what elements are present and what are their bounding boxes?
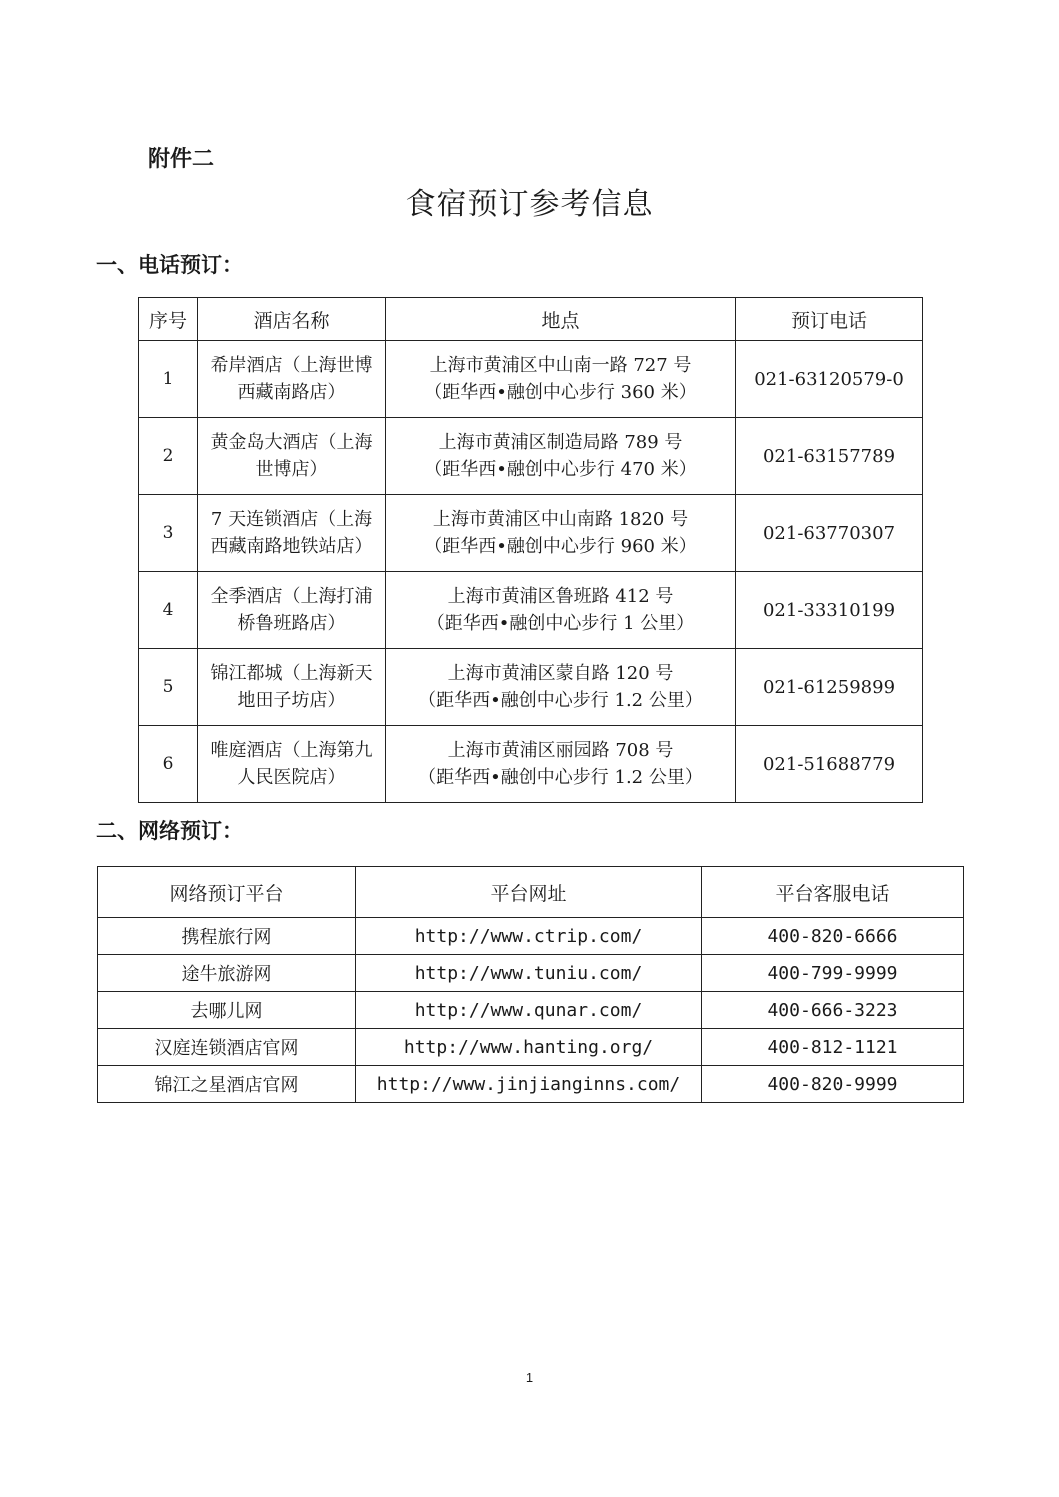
address-line1: 上海市黄浦区鲁班路 412 号 — [447, 586, 674, 607]
address-line2: （距华西•融创中心步行 470 米） — [424, 459, 697, 480]
header-cell: 序号 — [139, 298, 198, 341]
phone-cell: 021-61259899 — [736, 649, 923, 726]
platform-name: 途牛旅游网 — [98, 955, 356, 992]
hotel-name-cell — [198, 726, 386, 803]
hotel-name-line2: 地田子坊店） — [237, 690, 346, 711]
hotel-name-line2: 西藏南路地铁站店） — [210, 536, 373, 557]
address-line2: （距华西•融创中心步行 1.2 公里） — [418, 690, 703, 711]
table-row — [139, 572, 923, 649]
table-row — [139, 726, 923, 803]
address-cell — [386, 495, 736, 572]
header-cell: 网络预订平台 — [98, 867, 356, 918]
phone-cell: 021-51688779 — [736, 726, 923, 803]
phone-cell: 021-63157789 — [736, 418, 923, 495]
row-number: 2 — [139, 418, 198, 495]
platform-url[interactable]: http://www.hanting.org/ — [356, 1029, 702, 1066]
address-line2: （距华西•融创中心步行 960 米） — [424, 536, 697, 557]
address-cell — [386, 418, 736, 495]
hotel-name-line2: 人民医院店） — [237, 767, 346, 788]
hotel-name-line2: 西藏南路店） — [237, 382, 346, 403]
hotel-name-cell — [198, 418, 386, 495]
table-header-row — [98, 867, 964, 918]
address-line1: 上海市黄浦区中山南路 1820 号 — [432, 509, 689, 530]
table-row — [98, 918, 964, 955]
address-cell — [386, 341, 736, 418]
address-line1: 上海市黄浦区制造局路 789 号 — [438, 432, 683, 453]
page-number: 1 — [525, 1370, 534, 1385]
table-row — [98, 1029, 964, 1066]
platform-name: 携程旅行网 — [98, 918, 356, 955]
platform-name: 锦江之星酒店官网 — [98, 1066, 356, 1103]
table-header-row — [139, 298, 923, 341]
table-row — [139, 649, 923, 726]
address-cell — [386, 572, 736, 649]
document-title: 食宿预订参考信息 — [405, 187, 654, 222]
table-row — [139, 341, 923, 418]
header-cell: 地点 — [386, 298, 736, 341]
hotel-name-line1: 全季酒店（上海打浦 — [210, 586, 373, 607]
hotel-name-line2: 桥鲁班路店） — [237, 613, 346, 634]
header-cell: 平台客服电话 — [702, 867, 964, 918]
table-row — [98, 955, 964, 992]
header-cell: 酒店名称 — [198, 298, 386, 341]
row-number: 6 — [139, 726, 198, 803]
address-line1: 上海市黄浦区蒙自路 120 号 — [447, 663, 674, 684]
hotel-name-line1: 7 天连锁酒店（上海 — [210, 509, 373, 530]
header-cell: 平台网址 — [356, 867, 702, 918]
service-phone: 400-666-3223 — [702, 992, 964, 1029]
row-number: 5 — [139, 649, 198, 726]
address-cell — [386, 726, 736, 803]
address-cell — [386, 649, 736, 726]
service-phone: 400-820-9999 — [702, 1066, 964, 1103]
hotel-name-cell — [198, 649, 386, 726]
hotel-name-line1: 希岸酒店（上海世博 — [210, 355, 373, 376]
address-line1: 上海市黄浦区中山南一路 727 号 — [429, 355, 692, 376]
section-heading-online: 二、网络预订： — [96, 819, 243, 843]
hotel-name-cell — [198, 495, 386, 572]
platform-name: 去哪儿网 — [98, 992, 356, 1029]
row-number: 3 — [139, 495, 198, 572]
hotel-name-line2: 世博店） — [255, 459, 328, 480]
table-row — [139, 495, 923, 572]
attachment-label: 附件二 — [148, 147, 215, 172]
platform-name: 汉庭连锁酒店官网 — [98, 1029, 356, 1066]
hotel-name-line1: 唯庭酒店（上海第九 — [210, 740, 373, 761]
platform-url[interactable]: http://www.tuniu.com/ — [356, 955, 702, 992]
hotel-name-cell — [198, 572, 386, 649]
section-heading-phone: 一、电话预订： — [96, 253, 243, 277]
table-row — [139, 418, 923, 495]
address-line2: （距华西•融创中心步行 360 米） — [424, 382, 697, 403]
hotel-name-line1: 锦江都城（上海新天 — [210, 663, 373, 684]
service-phone: 400-820-6666 — [702, 918, 964, 955]
table-row — [98, 1066, 964, 1103]
service-phone: 400-799-9999 — [702, 955, 964, 992]
phone-cell: 021-63120579-0 — [736, 341, 923, 418]
address-line2: （距华西•融创中心步行 1.2 公里） — [418, 767, 703, 788]
hotel-name-cell — [198, 341, 386, 418]
header-cell: 预订电话 — [736, 298, 923, 341]
address-line2: （距华西•融创中心步行 1 公里） — [426, 613, 695, 634]
table-row — [98, 992, 964, 1029]
row-number: 4 — [139, 572, 198, 649]
platform-url[interactable]: http://www.jinjianginns.com/ — [356, 1066, 702, 1103]
address-line1: 上海市黄浦区丽园路 708 号 — [447, 740, 674, 761]
phone-cell: 021-63770307 — [736, 495, 923, 572]
platform-url[interactable]: http://www.qunar.com/ — [356, 992, 702, 1029]
phone-cell: 021-33310199 — [736, 572, 923, 649]
hotel-name-line1: 黄金岛大酒店（上海 — [210, 432, 373, 453]
row-number: 1 — [139, 341, 198, 418]
platform-url[interactable]: http://www.ctrip.com/ — [356, 918, 702, 955]
online-booking-table — [97, 866, 964, 1103]
phone-booking-table — [138, 297, 923, 803]
service-phone: 400-812-1121 — [702, 1029, 964, 1066]
